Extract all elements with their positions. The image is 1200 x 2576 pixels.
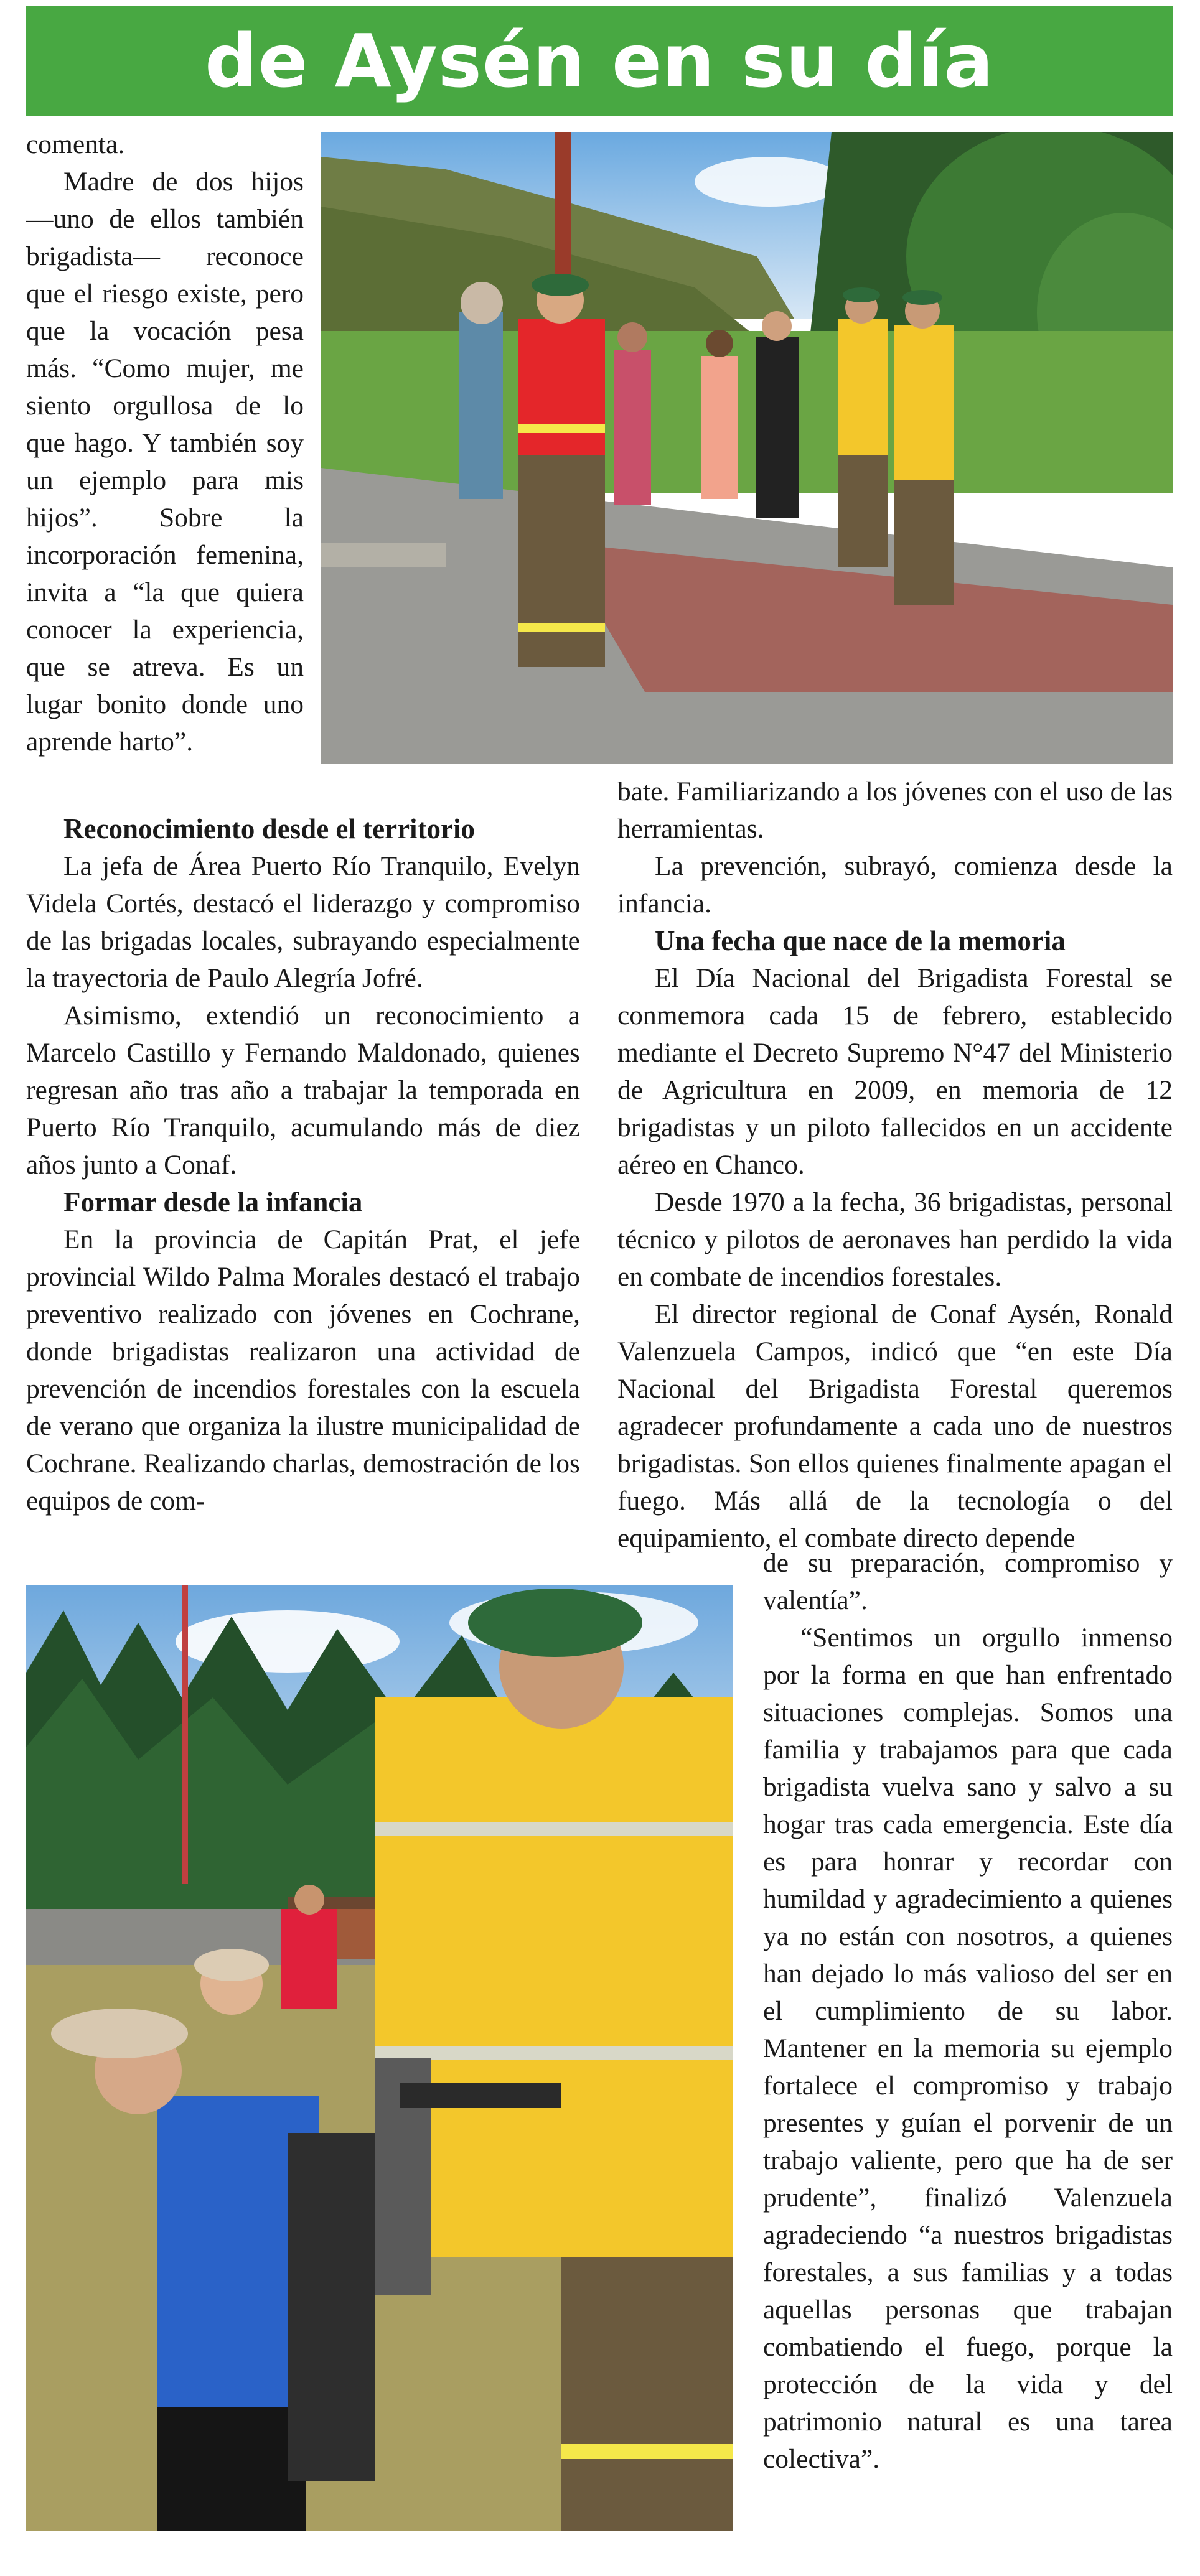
photo-brigadistas-plaza-illustration bbox=[321, 132, 1173, 764]
photo-brigadistas-plaza bbox=[321, 132, 1173, 764]
heading-fecha-memoria: Una fecha que nace de la memoria bbox=[655, 925, 1066, 956]
column-1-wrap-text bbox=[26, 126, 304, 760]
paragraph-fecha-1: El Día Nacional del Brigadista Forestal se conmemora cada 15 de febrero, establecido mediante el Decreto Supremo N°47 del Ministerio de Agricultura en 2009, en memoria de 12 brigadistas y un piloto fallecidos en un accidente aéreo en Chanco. bbox=[617, 963, 1173, 1180]
photo-brigadista-ninos-illustration bbox=[26, 1585, 733, 2531]
page-title: de Aysén en su día bbox=[205, 18, 994, 104]
column-2-text bbox=[617, 773, 1173, 1557]
title-banner bbox=[26, 6, 1173, 116]
paragraph-valentia: de su preparación, compromiso y valentía”. bbox=[763, 1548, 1173, 1615]
paragraph-continuation: comenta. bbox=[26, 129, 125, 159]
heading-formar-infancia: Formar desde la infancia bbox=[63, 1187, 363, 1218]
paragraph-reconocimiento-2: Asimismo, extendió un reconocimiento a Marcelo Castillo y Fernando Maldonado, quienes regresan año tras año a trabajar la temporada en Puerto Río Tranquilo, acumulando más de diez años junto a Conaf. bbox=[26, 1001, 580, 1180]
paragraph-prevencion: La prevención, subrayó, comienza desde la infancia. bbox=[617, 851, 1173, 918]
paragraph-formar-infancia: En la provincia de Capitán Prat, el jefe provincial Wildo Palma Morales destacó el trabajo preventivo realizado con jóvenes en Cochrane, donde brigadistas realizaron una actividad de prevención de incendios forestales con la escuela de verano que organiza la ilustre municipalidad de Cochrane. Realizando charlas, demostración de los equipos de com- bbox=[26, 1225, 580, 1516]
paragraph-reconocimiento-1: La jefa de Área Puerto Río Tranquilo, Evelyn Videla Cortés, destacó el liderazgo y compromiso de las brigadas locales, subrayando especialmente la trayectoria de Paulo Alegría Jofré. bbox=[26, 851, 580, 993]
column-1-main-text bbox=[26, 810, 580, 1519]
heading-reconocimiento: Reconocimiento desde el territorio bbox=[63, 813, 476, 844]
paragraph-fecha-2: Desde 1970 a la fecha, 36 brigadistas, personal técnico y pilotos de aeronaves han perdido la vida en combate de incendios forestales. bbox=[617, 1187, 1173, 1292]
paragraph-testimonio: Madre de dos hijos —uno de ellos también brigadista— reconoce que el riesgo existe, pero que la vocación pesa más. “Como mujer, me siento orgullosa de lo que hago. Y también soy un ejemplo para mis hijos”. Sobre la incorporación femenina, invita a “la que quiera conocer la experiencia, que se atreva. Es un lugar bonito donde uno aprende harto”. bbox=[26, 167, 304, 757]
paragraph-formar-continuacion: bate. Familiarizando a los jóvenes con el uso de las herramientas. bbox=[617, 777, 1173, 844]
photo-brigadista-ninos bbox=[26, 1585, 733, 2531]
paragraph-director-regional: El director regional de Conaf Aysén, Ronald Valenzuela Campos, indicó que “en este Día Nacional del Brigadista Forestal queremos agradecer profundamente a cada uno de nuestros brigadistas. Son ellos quienes finalmente apagan el fuego. Más allá de la tecnología o del equipamiento, el combate directo depende bbox=[617, 1299, 1173, 1553]
paragraph-orgullo: “Sentimos un orgullo inmenso por la forma en que han enfrentado situaciones complejas. Somos una familia y trabajamos para que cada brigadista vuelva sano y salvo a su hogar tras cada emergencia. Este día es para honrar y recordar con humildad y agradecimiento a quienes ya no están con nosotros, a quienes han dejado lo más valioso del ser en el cumplimiento de su labor. Mantener en la memoria su ejemplo fortalece el compromiso y trabajo presentes y guían el porvenir de un trabajo valiente, pero que ha de ser prudente”, finalizó Valenzuela agradeciendo “a nuestros brigadistas forestales, a sus familias y a todas aquellas personas que trabajan combatiendo el fuego, porque la protección de la vida y del patrimonio natural es una tarea colectiva”. bbox=[763, 1623, 1173, 2474]
column-2-wrap-text bbox=[763, 1544, 1173, 2478]
